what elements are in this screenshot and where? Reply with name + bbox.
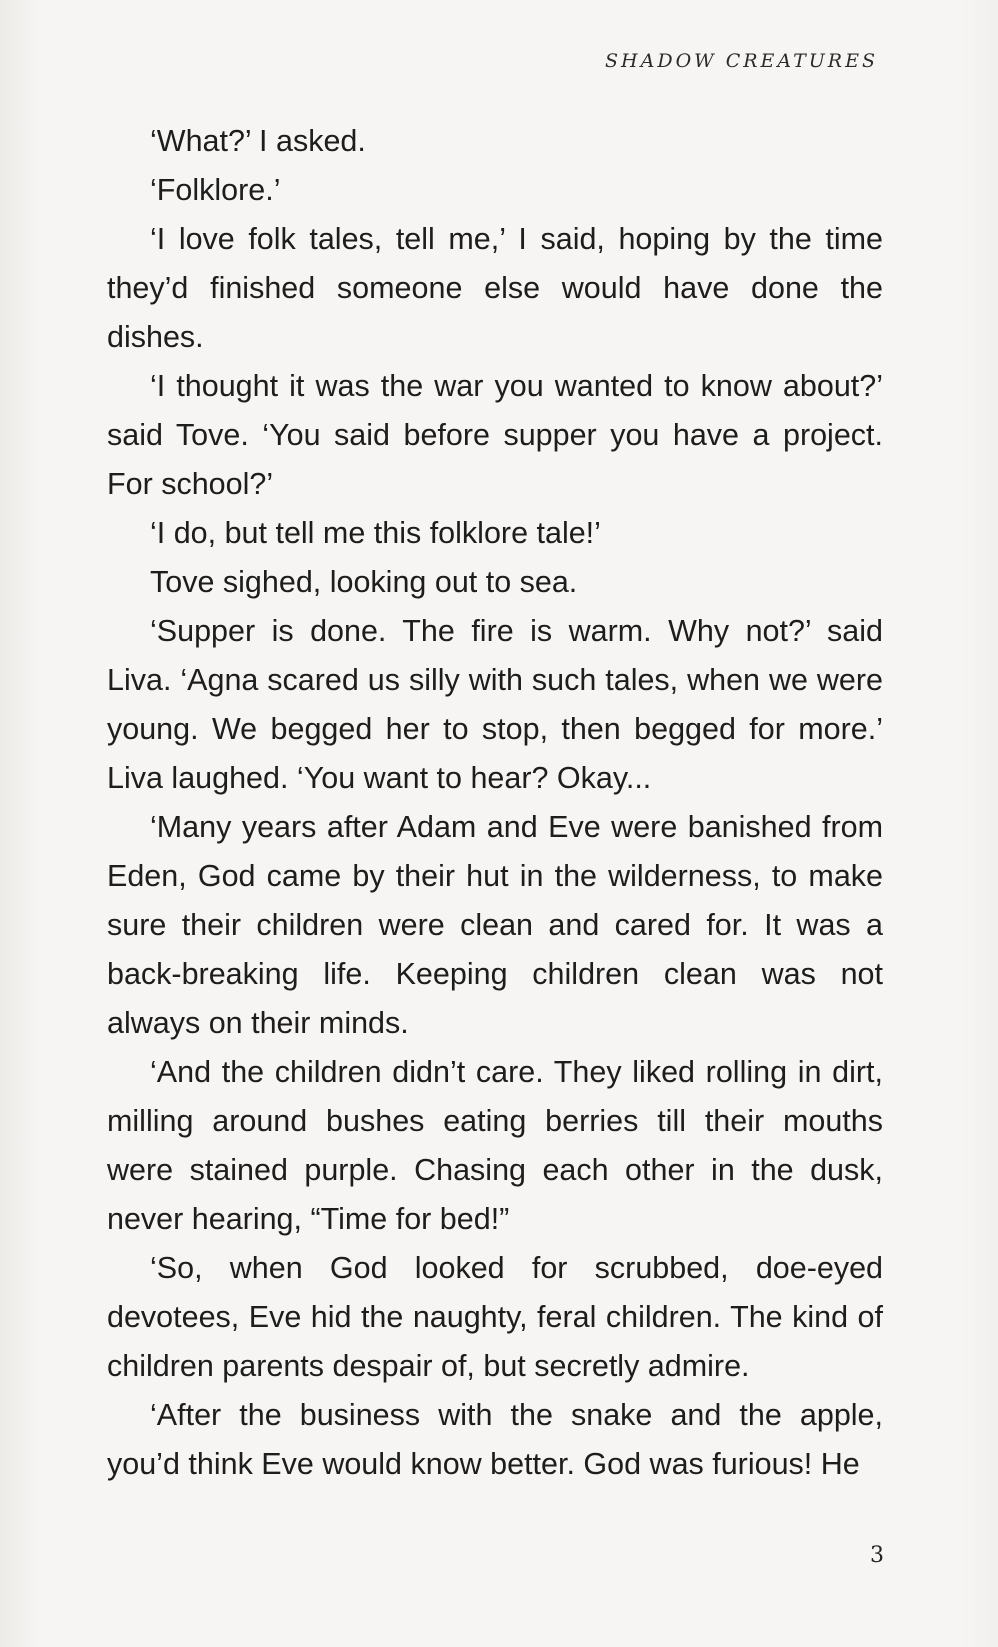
paragraph: ‘After the business with the snake and the apple, you’d think Eve would know better. God was furious! He <box>107 1398 883 1481</box>
paragraph: ‘What?’ I asked. <box>150 124 366 158</box>
page-number: 3 <box>870 1543 884 1568</box>
paragraph: ‘And the children didn’t care. They liked rolling in dirt, milling around bushes eating berries till their mouths were stained purple. Chasing each other in the dusk, never hearing, “Time for bed!” <box>107 1055 883 1236</box>
body-text <box>107 117 883 1489</box>
paragraph: Tove sighed, looking out to sea. <box>150 565 578 599</box>
paragraph: ‘Folklore.’ <box>150 173 281 207</box>
paragraph: ‘I thought it was the war you wanted to know about?’ said Tove. ‘You said before supper you have a project. For school?’ <box>107 369 883 501</box>
running-header: SHADOW CREATURES <box>605 50 878 72</box>
paragraph: ‘I do, but tell me this folklore tale!’ <box>150 516 601 550</box>
paragraph: ‘Many years after Adam and Eve were banished from Eden, God came by their hut in the wilderness, to make sure their children were clean and cared for. It was a back-breaking life. Keeping children clean was not always on their minds. <box>107 810 883 1040</box>
paragraph: ‘I love folk tales, tell me,’ I said, hoping by the time they’d finished someone else would have done the dishes. <box>107 222 883 354</box>
paragraph: ‘So, when God looked for scrubbed, doe-eyed devotees, Eve hid the naughty, feral children. The kind of children parents despair of, but secretly admire. <box>107 1251 883 1383</box>
paragraph: ‘Supper is done. The fire is warm. Why not?’ said Liva. ‘Agna scared us silly with such tales, when we were young. We begged her to stop, then begged for more.’ Liva laughed. ‘You want to hear? Okay... <box>107 614 883 795</box>
